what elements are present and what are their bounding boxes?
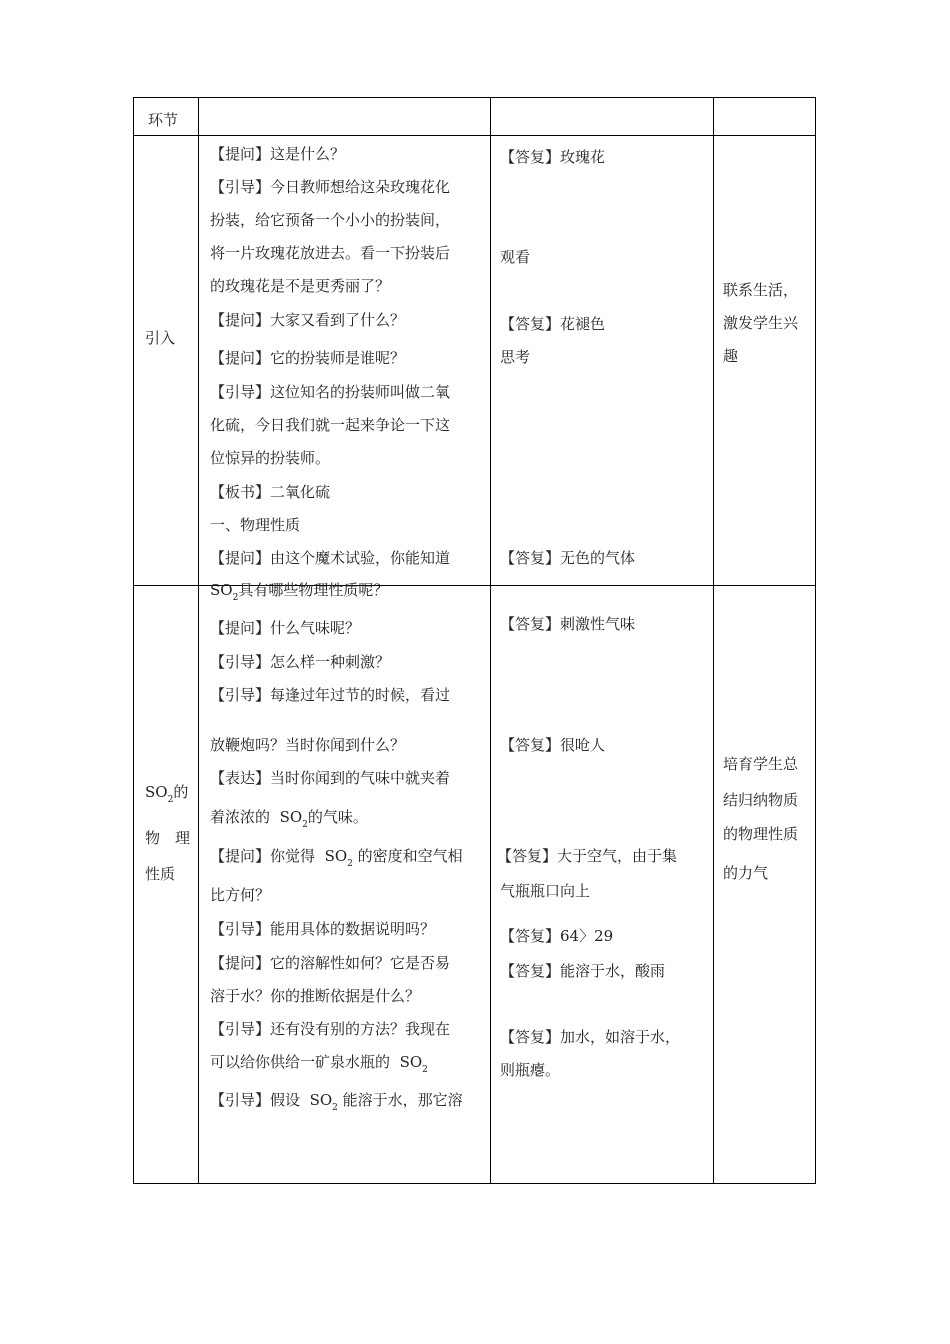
teacher-line: 【提问】它的溶解性如何？它是否易	[210, 954, 451, 972]
teacher-line: 【提问】什么气味呢？	[210, 619, 361, 637]
student-line: 则瓶瘪。	[500, 1061, 561, 1079]
teacher-line: 【引导】这位知名的扮装师叫做二氧	[210, 383, 451, 401]
teacher-line: 溶于水？你的推断依据是什么？	[210, 987, 421, 1005]
student-line: 【答复】大于空气，由于集	[497, 847, 678, 865]
teacher-line: 【表达】当时你闻到的气味中就夹着	[210, 769, 451, 787]
header-stage: 环节	[148, 111, 179, 129]
teacher-line: 【提问】它的扮装师是谁呢？	[210, 349, 406, 367]
teacher-line: 化硫，今日我们就一起来争论一下这	[210, 416, 451, 434]
intent-line: 激发学生兴	[723, 314, 799, 332]
teacher-line: 【引导】假设 $SO_2$ 能溶于水，那它溶	[210, 1091, 463, 1113]
table-border-left	[133, 97, 134, 1184]
intent-line: 结归纳物质	[723, 791, 799, 809]
table-col-divider-1	[198, 97, 199, 1184]
intent-line: 趣	[723, 347, 739, 365]
teacher-line: 将一片玫瑰花放进去。看一下扮装后	[210, 244, 451, 262]
student-line: 【答复】刺激性气味	[500, 615, 636, 633]
student-line: 【答复】很呛人	[500, 736, 606, 754]
teacher-line: 放鞭炮吗？当时你闻到什么？	[210, 736, 406, 754]
teacher-line: 【提问】由这个魔术试验，你能知道	[210, 549, 451, 567]
student-line: 思考	[500, 348, 531, 366]
teacher-line: 【引导】每逢过年过节的时候，看过	[210, 686, 451, 704]
student-line: 【答复】64〉29	[500, 927, 614, 945]
teacher-line: 【引导】能用具体的数据说明吗？	[210, 920, 436, 938]
student-line: 【答复】花褪色	[500, 315, 606, 333]
stage-so2-line2: 物 理	[145, 829, 191, 847]
teacher-line: 比方何？	[210, 886, 271, 904]
teacher-line: $SO_2$具有哪些物理性质呢？	[210, 581, 389, 603]
table-border-right	[815, 97, 816, 1184]
teacher-line: 【引导】还有没有别的方法？我现在	[210, 1020, 451, 1038]
stage-so2-formula: SO	[145, 783, 168, 801]
student-line: 【答复】玫瑰花	[500, 148, 606, 166]
teacher-line: 扮装，给它预备一个小小的扮装间，	[210, 211, 451, 229]
table-col-divider-2	[490, 97, 491, 1184]
stage-so2-line1	[145, 782, 188, 810]
teacher-line: 着浓浓的 $SO_2$的气味。	[210, 808, 368, 830]
table-col-divider-3	[713, 97, 714, 1184]
stage-intro: 引入	[145, 329, 176, 347]
teacher-line: 可以给你供给一矿泉水瓶的 $SO_2$	[210, 1053, 428, 1075]
teacher-line: 【板书】二氧化硫	[210, 483, 331, 501]
intent-line: 的物理性质	[723, 825, 799, 843]
student-line: 【答复】能溶于水，酸雨	[500, 962, 666, 980]
teacher-line: 【引导】今日教师想给这朵玫瑰花化	[210, 178, 451, 196]
student-line: 气瓶瓶口向上	[500, 882, 591, 900]
student-line: 观看	[500, 248, 531, 266]
teacher-line: 【提问】大家又看到了什么？	[210, 311, 406, 329]
intent-line: 联系生活，	[723, 281, 799, 299]
student-line: 【答复】加水，如溶于水，	[500, 1028, 681, 1046]
teacher-line: 的玫瑰花是不是更秀丽了？	[210, 277, 391, 295]
teacher-line: 【引导】怎么样一种刺激？	[210, 653, 391, 671]
teacher-line: 【提问】这是什么？	[210, 145, 346, 163]
teacher-line: 【提问】你觉得 $SO_2$ 的密度和空气相	[210, 847, 463, 869]
intent-line: 培育学生总	[723, 755, 799, 773]
stage-so2-line3: 性质	[145, 865, 176, 883]
teacher-line: 一、物理性质	[210, 516, 301, 534]
student-line: 【答复】无色的气体	[500, 549, 636, 567]
stage-so2-subscript: 2	[167, 795, 174, 805]
stage-so2-de: 的	[173, 783, 189, 801]
intent-line: 的力气	[723, 864, 769, 882]
teacher-line: 位惊异的扮装师。	[210, 449, 331, 467]
